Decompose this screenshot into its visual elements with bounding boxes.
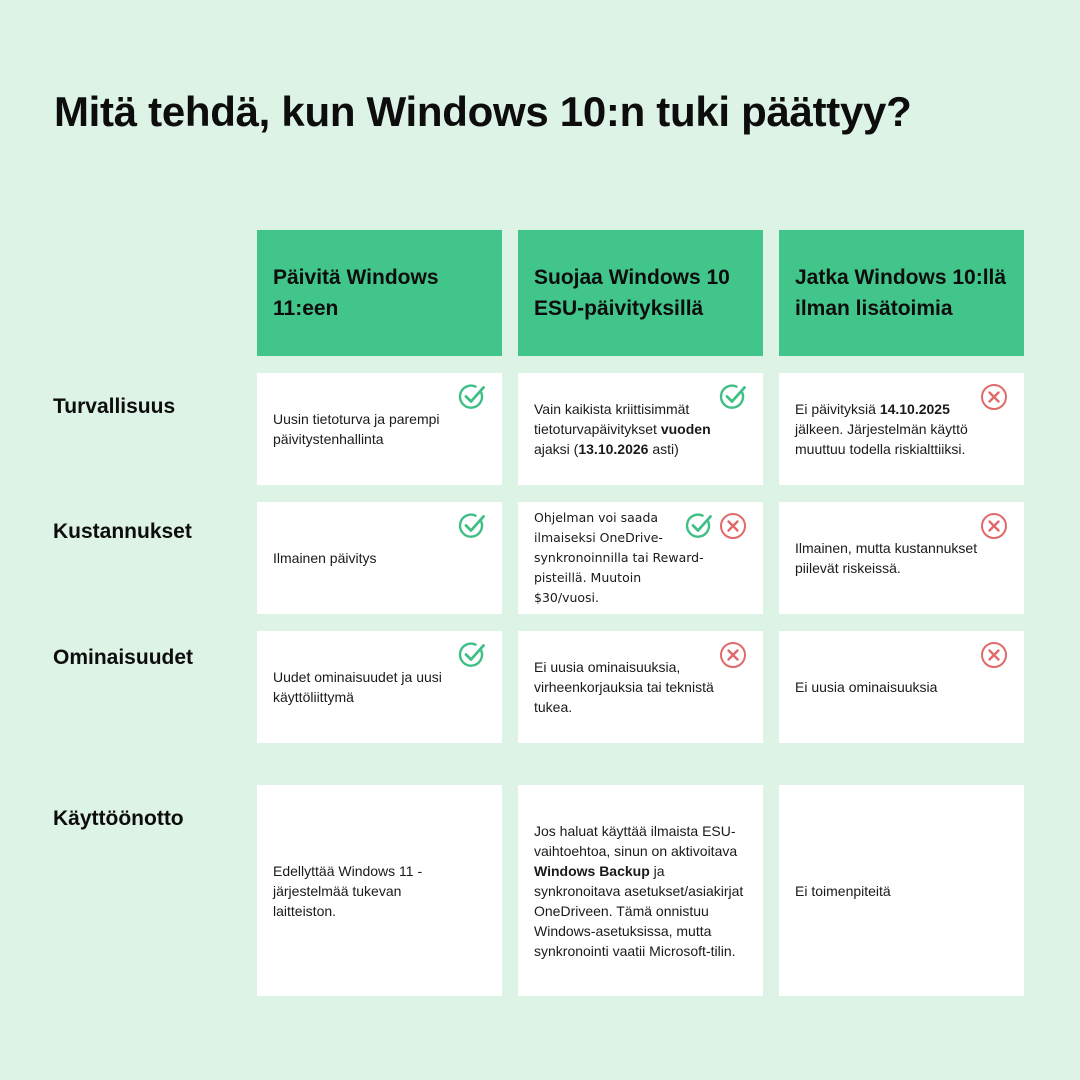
cell-text-part: Ilmainen päivitys [273,550,377,566]
status-icons [685,512,747,540]
cell-text-part: jälkeen. Järjestelmän käyttö muuttuu todella riskialttiiksi. [795,421,968,457]
check-icon [458,512,486,540]
cross-icon [980,641,1008,669]
cell-text [795,399,978,459]
cell-text-bold: 13.10.2026 [578,441,649,457]
row-label-deployment: Käyttöönotto [53,807,184,830]
cell-text-bold: 14.10.2025 [879,401,950,417]
cell-text [795,881,891,901]
cell-text [534,821,749,961]
cell-text [273,861,456,921]
status-icons [980,512,1008,540]
cell-text [534,657,717,717]
check-icon [719,383,747,411]
cell-text-bold: Windows Backup [534,862,650,879]
column-header-esu [518,230,763,356]
cell-text-part: asti) [648,441,679,457]
cell [518,785,763,996]
check-icon [458,383,486,411]
cell-text-part: Ei päivityksiä [795,401,880,417]
cell-text-part: Uusin tietoturva ja parempi päivitystenhallinta [273,411,440,447]
cell [518,631,763,743]
column-header-upgrade [257,230,502,356]
cell [257,785,502,996]
cell [779,502,1024,614]
cell-text-part: Edellyttää Windows 11 -järjestelmää tukevan laitteiston. [273,862,423,919]
status-icons [980,383,1008,411]
status-icons [719,383,747,411]
column-header-label: Suojaa Windows 10 ESU-päivityksillä [534,266,730,320]
cross-icon [980,383,1008,411]
cell-text [273,409,456,449]
page-title: Mitä tehdä, kun Windows 10:n tuki päättyy? [54,88,912,135]
row-label-costs: Kustannukset [53,520,192,543]
cell [257,631,502,743]
cell-text-part: Ei uusia ominaisuuksia, virheenkorjauksia tai teknistä tukea. [534,659,714,715]
cell-text-part: Uudet ominaisuudet ja uusi käyttöliittymä [273,669,442,705]
check-icon [685,512,713,540]
cell-text [534,399,717,459]
status-icons [458,383,486,411]
cell [518,502,763,614]
cell-text-bold: vuoden [660,421,711,437]
status-icons [980,641,1008,669]
check-icon [458,641,486,669]
row-label-features: Ominaisuudet [53,646,194,669]
cross-icon [980,512,1008,540]
cell [257,502,502,614]
cell [779,785,1024,996]
cell [779,373,1024,485]
column-header-label: Jatka Windows 10:llä ilman lisätoimia [795,266,1007,320]
cell-text [273,548,377,568]
cell-text [795,538,978,578]
cell [779,631,1024,743]
cell-text-part: Jos haluat käyttää ilmaista ESU-vaihtoehtoa, sinun on aktivoitava [534,822,738,859]
cell-text-part: Vain kaikista kriittisimmät tietoturvapäivitykset [534,401,690,437]
status-icons [458,641,486,669]
cross-icon [719,641,747,669]
cell-text-part: Ilmainen, mutta kustannukset piilevät riskeissä. [795,540,978,576]
status-icons [719,641,747,669]
cell-text-part: Ohjelman voi saada ilmaiseksi OneDrive-synkronoinnilla tai Reward-pisteillä. Muutoin $30/vuosi. [534,510,704,605]
cell-text-part: Ei toimenpiteitä [795,882,891,899]
cross-icon [719,512,747,540]
column-header-continue [779,230,1024,356]
cell-text [273,667,456,707]
cell [518,373,763,485]
row-label-security: Turvallisuus [53,395,176,418]
column-header-label: Päivitä Windows 11:een [273,266,439,320]
cell-text-part: ja synkronoitava asetukset/asiakirjat OneDriveen. Tämä onnistuu Windows-asetuksissa, mutta synkronointi vaatii Microsoft-tilin. [534,862,744,959]
cell-text [795,677,937,697]
cell-text-part: ajaksi ( [534,441,579,457]
status-icons [458,512,486,540]
cell [257,373,502,485]
cell-text-part: Ei uusia ominaisuuksia [795,679,938,695]
